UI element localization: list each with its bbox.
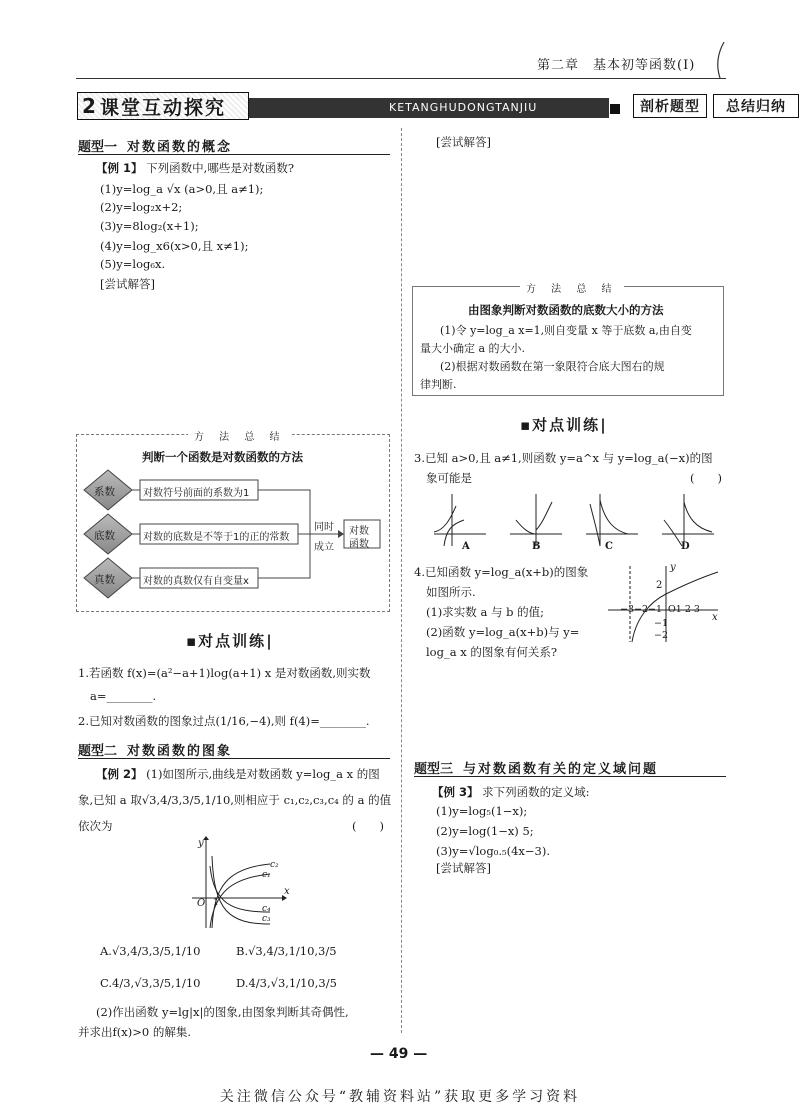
q4-line4: (2)函数 y=log_a(x+b)与 y=	[426, 625, 580, 639]
q2-text: 2.已知对数函数的图象过点(1/16,−4),则 f(4)=________.	[78, 714, 370, 728]
ex3-try: [尝试解答]	[436, 861, 491, 875]
right-try: [尝试解答]	[436, 135, 491, 149]
type1-rule	[78, 154, 390, 155]
ex2-label: 【例 2】	[96, 767, 143, 781]
q4-line3: (1)求实数 a 与 b 的值;	[426, 605, 545, 619]
ex1-item-4: (4)y=log_x6(x>0,且 x≠1);	[100, 239, 249, 253]
diamond-label-antilog: 真数	[94, 574, 115, 586]
ex3-item-3: (3)y=√log₀.₅(4x−3).	[436, 844, 550, 858]
type1-tag: 题型一	[78, 140, 118, 155]
type2-tag: 题型二	[78, 744, 118, 759]
q3-label-b: B	[532, 541, 541, 552]
banner-pinyin: KETANGHUDONGTANJIU	[249, 98, 609, 118]
banner-tag-summary: 总结归纳	[713, 94, 799, 118]
ex2-line2: 象,已知 a 取√3,4/3,3/5,1/10,则相应于 c₁,c₂,c₃,c₄ 的 a 的值	[78, 793, 392, 807]
rule-text-2: 对数的底数是不等于1的正的常数	[143, 532, 290, 543]
type2-title: 对数函数的图象	[127, 744, 233, 759]
q4-axis-x-label: x	[712, 612, 718, 623]
q1-line1: 1.若函数 f(x)=(a²−a+1)log(a+1) x 是对数函数,则实数	[78, 666, 371, 680]
q4-y-minus2: −2	[654, 630, 669, 641]
ex2-line5: 并求出f(x)>0 的解集.	[78, 1025, 191, 1039]
train1-title	[186, 630, 274, 651]
ex2-one-label: 1	[213, 898, 219, 908]
q3-line2: 象可能是	[426, 471, 472, 485]
diamond-label-base: 底数	[94, 530, 115, 542]
page-number: — 49 —	[370, 1046, 428, 1062]
ex2-option-c: C.4/3,√3,3/5,1/10	[100, 976, 201, 990]
ex2-origin-label: O	[197, 898, 206, 909]
arrowhead	[338, 530, 344, 538]
type3-heading	[414, 758, 658, 777]
ex2-option-b: B.√3,4/3,1/10,3/5	[236, 944, 337, 958]
q4-axis-y-label: y	[670, 562, 676, 573]
ex2-option-a: A.√3,4/3,3/5,1/10	[100, 944, 201, 958]
type3-title: 与对数函数有关的定义域问题	[463, 762, 659, 777]
method2-title: 由图象判断对数函数的底数大小的方法	[468, 303, 664, 317]
q4-line2: 如图所示.	[426, 585, 476, 599]
ex3-item-1: (1)y=log₅(1−x);	[436, 804, 528, 818]
ex2-label-c2: c₂	[270, 860, 279, 870]
type3-rule	[414, 776, 726, 777]
q3-graph-b	[510, 494, 562, 546]
ex2-graph	[188, 836, 288, 932]
ex3-item-2: (2)y=log(1−x) 5;	[436, 824, 534, 838]
ex2-line3: 依次为	[78, 819, 113, 833]
method2-caption: 方 法 总 结	[520, 280, 624, 295]
rule-text-3: 对数的真数仅有自变量x	[143, 576, 249, 587]
type1-title: 对数函数的概念	[127, 140, 233, 155]
ex2-axis-y-label: y	[198, 838, 204, 849]
q3-graph-d	[662, 494, 714, 546]
ex3-label: 【例 3】	[432, 785, 479, 799]
train1-bar-icon: |	[266, 632, 274, 650]
result-label-2: 函数	[349, 539, 369, 550]
q3-graph-c	[586, 494, 638, 546]
ex2-option-d: D.4/3,√3,1/10,3/5	[236, 976, 337, 990]
q3-label-a: A	[462, 541, 470, 552]
train2-bar-icon: |	[600, 416, 608, 434]
q3-paren: ( )	[690, 471, 722, 485]
method2-line4: 律判断.	[420, 378, 457, 391]
q3-label-d: D	[681, 541, 690, 552]
train2-title-text: 对点训练	[532, 416, 601, 434]
method2-line1: (1)令 y=log_a x=1,则自变量 x 等于底数 a,由自变	[440, 324, 692, 337]
q3-line1: 3.已知 a>0,且 a≠1,则函数 y=a^x 与 y=log_a(−x)的图	[414, 451, 713, 465]
q4-ticks-neg: −3−2−1	[620, 604, 663, 615]
ex1-label: 【例 1】	[96, 161, 143, 175]
header-rule	[76, 78, 726, 79]
mid-label-1: 同时	[314, 522, 334, 533]
mid-label-2: 成立	[314, 542, 334, 553]
type3-tag: 题型三	[414, 762, 454, 777]
rule-text-1: 对数符号前面的系数为1	[143, 488, 250, 499]
q3-label-c: C	[605, 541, 613, 552]
ex3-stem-line	[432, 784, 590, 800]
column-divider	[401, 128, 402, 1033]
ex2-line1	[96, 766, 380, 782]
ex2-label-c3: c₃	[262, 914, 271, 924]
q4-line5: log_a x 的图象有何关系?	[426, 645, 558, 659]
ex1-item-5: (5)y=log₆x.	[100, 257, 166, 271]
method1-caption: 方 法 总 结	[188, 428, 292, 443]
method1-title: 判断一个函数是对数函数的方法	[142, 450, 303, 464]
train2-title	[520, 414, 608, 435]
ex1-item-3: (3)y=8log₂(x+1);	[100, 219, 199, 233]
q4-y-two: 2	[656, 580, 663, 591]
banner-title: 课堂互动探究	[100, 96, 227, 119]
q3-option-graphs	[430, 490, 720, 550]
ex3-stem: 求下列函数的定义域:	[482, 785, 590, 799]
type1-heading	[78, 136, 232, 155]
q3-graph-a	[434, 494, 486, 546]
section-banner	[77, 92, 786, 120]
q4-ticks-pos: O1 2 3	[668, 604, 700, 615]
diamond-label-coefficient: 系数	[94, 486, 115, 498]
type2-rule	[78, 758, 390, 759]
ex1-item-2: (2)y=log₂x+2;	[100, 200, 183, 214]
q4-line1: 4.已知函数 y=log_a(x+b)的图象	[414, 565, 589, 579]
footer-note: 关注微信公众号“教辅资料站”获取更多学习资料	[219, 1089, 581, 1105]
ex1-stem: 下列函数中,哪些是对数函数?	[146, 161, 294, 175]
ex2-paren: ( )	[352, 819, 384, 833]
ex1-stem-line	[96, 160, 294, 176]
banner-number: 2	[82, 94, 98, 118]
result-label-1: 对数	[349, 526, 369, 537]
q4-y-minus1: −1	[654, 618, 669, 629]
banner-title-box	[77, 92, 249, 120]
ex2-line1-text: (1)如图所示,曲线是对数函数 y=log_a x 的图	[146, 767, 380, 781]
ex2-label-c1: c₁	[262, 870, 271, 880]
ex2-curve-c4	[210, 866, 270, 912]
header-curve-decoration	[712, 40, 728, 80]
train2-marker-icon: ▪	[520, 416, 533, 434]
method2-line3: (2)根据对数函数在第一象限符合底大图右的规	[440, 360, 665, 373]
ex2-line4: (2)作出函数 y=lg|x|的图象,由图象判断其奇偶性,	[96, 1005, 349, 1019]
train1-marker-icon: ▪	[186, 632, 199, 650]
ex1-try: [尝试解答]	[100, 277, 155, 291]
method2-line2: 量大小确定 a 的大小.	[420, 342, 526, 355]
q1-line2: a=________.	[90, 689, 157, 703]
ex1-item-1: (1)y=log_a √x (a>0,且 a≠1);	[100, 182, 264, 196]
type2-heading	[78, 740, 232, 759]
ex2-axis-x-label: x	[284, 886, 290, 897]
banner-square-icon	[610, 104, 620, 114]
train1-title-text: 对点训练	[198, 632, 267, 650]
ex2-label-c4: c₄	[262, 904, 271, 914]
chapter-title: 第二章 基本初等函数(Ⅰ)	[537, 58, 696, 73]
banner-tag-analysis: 剖析题型	[633, 94, 707, 118]
